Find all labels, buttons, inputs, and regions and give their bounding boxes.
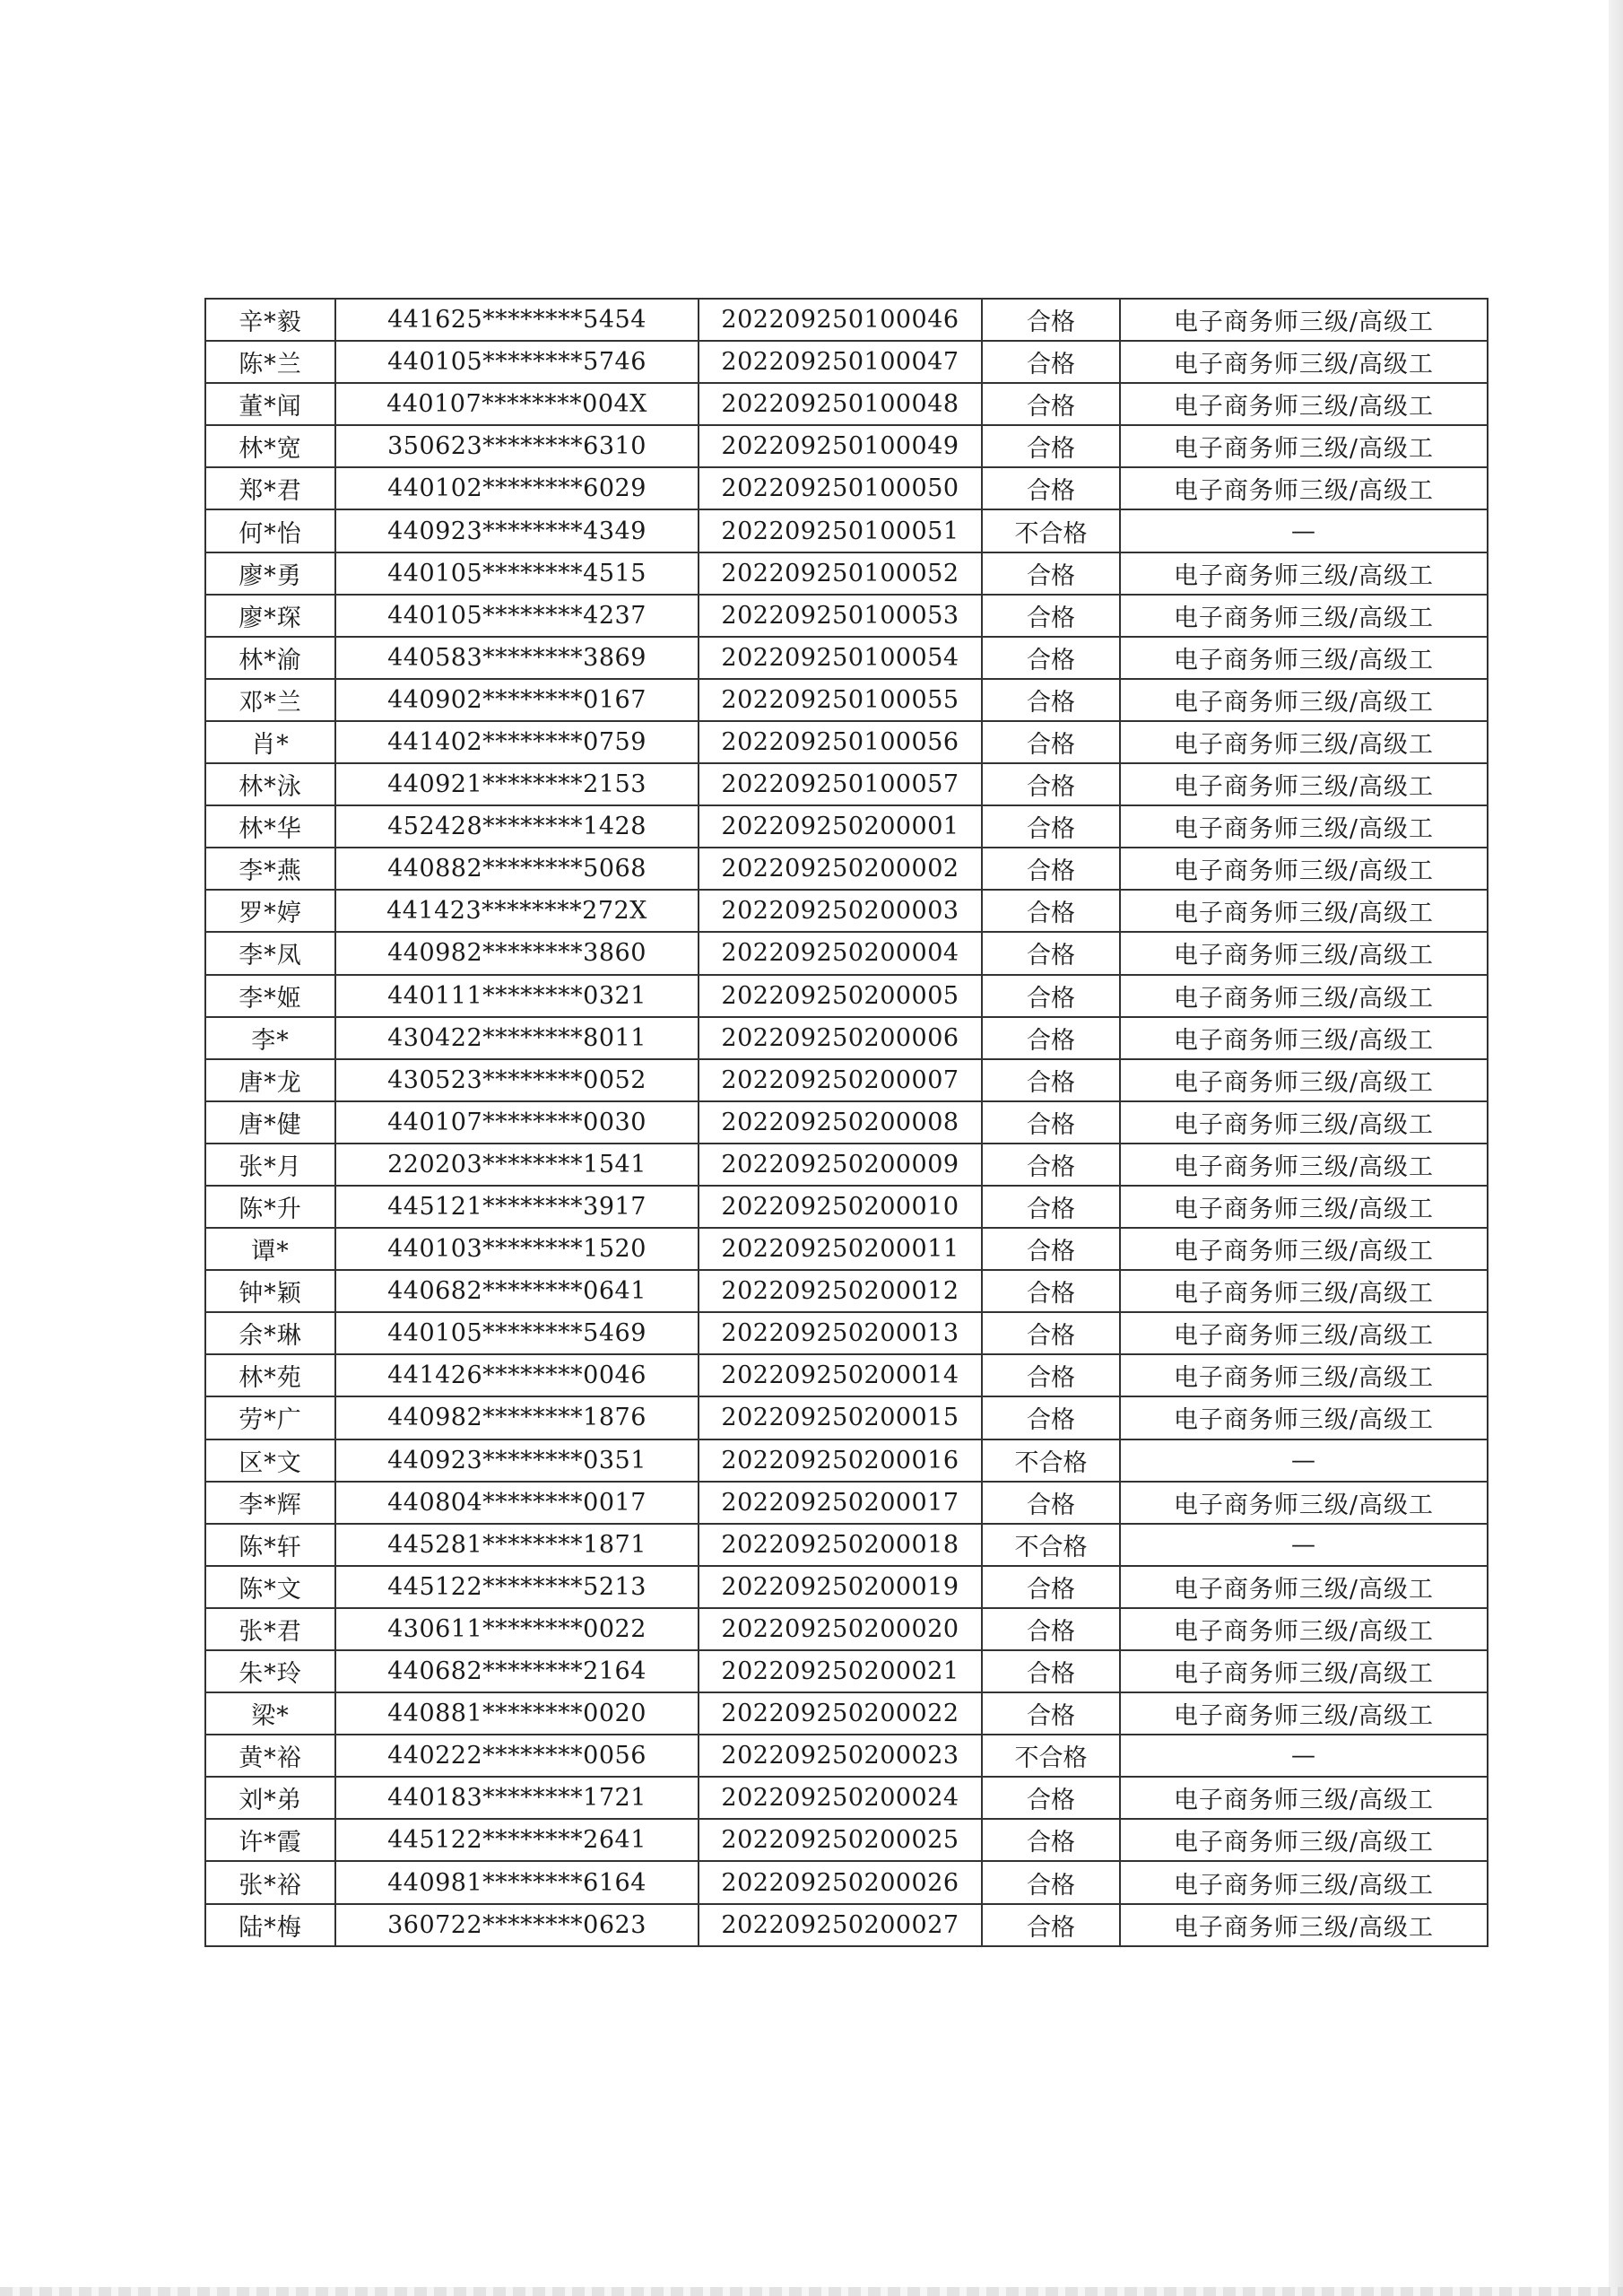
candidate-name: 肖* xyxy=(205,721,335,763)
exam-result: 合格 xyxy=(982,595,1120,637)
exam-result: 合格 xyxy=(982,1186,1120,1228)
certificate-number: 202209250200013 xyxy=(699,1312,982,1354)
exam-result: 合格 xyxy=(982,890,1120,932)
table-row xyxy=(205,1735,1488,1777)
candidate-name: 钟*颖 xyxy=(205,1270,335,1312)
id-number: 440222********0056 xyxy=(335,1735,699,1777)
qualification-level: 电子商务师三级/高级工 xyxy=(1120,1777,1488,1819)
qualification-level: 电子商务师三级/高级工 xyxy=(1120,1650,1488,1692)
qualification-level: 电子商务师三级/高级工 xyxy=(1120,679,1488,721)
exam-result: 合格 xyxy=(982,721,1120,763)
qualification-level: 电子商务师三级/高级工 xyxy=(1120,763,1488,805)
id-number: 440981********6164 xyxy=(335,1861,699,1903)
certificate-number: 202209250100054 xyxy=(699,637,982,679)
table-row xyxy=(205,299,1488,341)
certificate-number: 202209250200025 xyxy=(699,1819,982,1861)
id-number: 360722********0623 xyxy=(335,1904,699,1946)
id-number: 440982********1876 xyxy=(335,1396,699,1439)
id-number: 440105********5469 xyxy=(335,1312,699,1354)
exam-result: 合格 xyxy=(982,552,1120,595)
certificate-number: 202209250200015 xyxy=(699,1396,982,1439)
exam-result: 合格 xyxy=(982,932,1120,974)
table-row xyxy=(205,975,1488,1017)
id-number: 440583********3869 xyxy=(335,637,699,679)
certificate-number: 202209250200016 xyxy=(699,1439,982,1482)
certificate-number: 202209250100046 xyxy=(699,299,982,341)
candidate-name: 林*泳 xyxy=(205,763,335,805)
qualification-level: 电子商务师三级/高级工 xyxy=(1120,299,1488,341)
candidate-name: 李*姬 xyxy=(205,975,335,1017)
id-number: 440111********0321 xyxy=(335,975,699,1017)
certificate-number: 202209250200027 xyxy=(699,1904,982,1946)
candidate-name: 刘*弟 xyxy=(205,1777,335,1819)
candidate-name: 林*苑 xyxy=(205,1354,335,1396)
table-row xyxy=(205,1312,1488,1354)
table-row xyxy=(205,805,1488,848)
table-row xyxy=(205,1482,1488,1524)
exam-result: 合格 xyxy=(982,383,1120,425)
results-table-body xyxy=(205,299,1488,1946)
candidate-name: 董*闻 xyxy=(205,383,335,425)
exam-result: 合格 xyxy=(982,1904,1120,1946)
candidate-name: 张*裕 xyxy=(205,1861,335,1903)
qualification-level: — xyxy=(1120,1524,1488,1566)
table-row xyxy=(205,1059,1488,1101)
id-number: 441423********272X xyxy=(335,890,699,932)
id-number: 440921********2153 xyxy=(335,763,699,805)
certificate-number: 202209250100047 xyxy=(699,341,982,383)
id-number: 350623********6310 xyxy=(335,425,699,467)
certificate-number: 202209250200014 xyxy=(699,1354,982,1396)
table-row xyxy=(205,509,1488,552)
certificate-number: 202209250200004 xyxy=(699,932,982,974)
qualification-level: 电子商务师三级/高级工 xyxy=(1120,1186,1488,1228)
candidate-name: 区*文 xyxy=(205,1439,335,1482)
table-row xyxy=(205,552,1488,595)
exam-result: 不合格 xyxy=(982,509,1120,552)
certificate-number: 202209250100055 xyxy=(699,679,982,721)
id-number: 445122********5213 xyxy=(335,1566,699,1608)
id-number: 440105********5746 xyxy=(335,341,699,383)
table-row xyxy=(205,1566,1488,1608)
certificate-number: 202209250200005 xyxy=(699,975,982,1017)
exam-result: 合格 xyxy=(982,1017,1120,1059)
qualification-level: 电子商务师三级/高级工 xyxy=(1120,1608,1488,1650)
exam-result: 合格 xyxy=(982,1650,1120,1692)
exam-result: 合格 xyxy=(982,1312,1120,1354)
certificate-number: 202209250200022 xyxy=(699,1692,982,1735)
candidate-name: 何*怡 xyxy=(205,509,335,552)
table-row xyxy=(205,1186,1488,1228)
qualification-level: 电子商务师三级/高级工 xyxy=(1120,1312,1488,1354)
exam-result: 合格 xyxy=(982,1861,1120,1903)
id-number: 441426********0046 xyxy=(335,1354,699,1396)
certificate-number: 202209250200026 xyxy=(699,1861,982,1903)
qualification-level: 电子商务师三级/高级工 xyxy=(1120,1059,1488,1101)
id-number: 440902********0167 xyxy=(335,679,699,721)
table-row xyxy=(205,1354,1488,1396)
qualification-level: 电子商务师三级/高级工 xyxy=(1120,1482,1488,1524)
table-row xyxy=(205,595,1488,637)
table-row xyxy=(205,1861,1488,1903)
table-row xyxy=(205,1650,1488,1692)
certificate-number: 202209250200008 xyxy=(699,1101,982,1144)
table-row xyxy=(205,1144,1488,1186)
table-row xyxy=(205,341,1488,383)
exam-result: 合格 xyxy=(982,1819,1120,1861)
certificate-number: 202209250200021 xyxy=(699,1650,982,1692)
candidate-name: 李*凤 xyxy=(205,932,335,974)
certificate-number: 202209250200006 xyxy=(699,1017,982,1059)
candidate-name: 唐*龙 xyxy=(205,1059,335,1101)
qualification-level: 电子商务师三级/高级工 xyxy=(1120,1228,1488,1270)
qualification-level: 电子商务师三级/高级工 xyxy=(1120,1861,1488,1903)
id-number: 445122********2641 xyxy=(335,1819,699,1861)
id-number: 440881********0020 xyxy=(335,1692,699,1735)
exam-result: 合格 xyxy=(982,679,1120,721)
qualification-level: 电子商务师三级/高级工 xyxy=(1120,425,1488,467)
exam-result: 合格 xyxy=(982,848,1120,890)
certificate-number: 202209250200007 xyxy=(699,1059,982,1101)
qualification-level: 电子商务师三级/高级工 xyxy=(1120,1692,1488,1735)
certificate-number: 202209250200002 xyxy=(699,848,982,890)
exam-result: 合格 xyxy=(982,1608,1120,1650)
candidate-name: 林*渝 xyxy=(205,637,335,679)
id-number: 452428********1428 xyxy=(335,805,699,848)
certificate-number: 202209250100057 xyxy=(699,763,982,805)
table-row xyxy=(205,1439,1488,1482)
qualification-level: — xyxy=(1120,1439,1488,1482)
exam-result: 合格 xyxy=(982,425,1120,467)
certificate-number: 202209250200012 xyxy=(699,1270,982,1312)
candidate-name: 谭* xyxy=(205,1228,335,1270)
certificate-number: 202209250200010 xyxy=(699,1186,982,1228)
certificate-number: 202209250100056 xyxy=(699,721,982,763)
table-row xyxy=(205,932,1488,974)
table-row xyxy=(205,1777,1488,1819)
id-number: 445281********1871 xyxy=(335,1524,699,1566)
exam-result: 合格 xyxy=(982,1144,1120,1186)
candidate-name: 林*宽 xyxy=(205,425,335,467)
id-number: 440105********4237 xyxy=(335,595,699,637)
results-table xyxy=(204,298,1488,1947)
qualification-level: 电子商务师三级/高级工 xyxy=(1120,932,1488,974)
qualification-level: 电子商务师三级/高级工 xyxy=(1120,848,1488,890)
table-row xyxy=(205,848,1488,890)
exam-result: 合格 xyxy=(982,1777,1120,1819)
id-number: 430523********0052 xyxy=(335,1059,699,1101)
exam-result: 不合格 xyxy=(982,1735,1120,1777)
id-number: 440183********1721 xyxy=(335,1777,699,1819)
table-row xyxy=(205,763,1488,805)
qualification-level: 电子商务师三级/高级工 xyxy=(1120,975,1488,1017)
candidate-name: 李*燕 xyxy=(205,848,335,890)
candidate-name: 廖*琛 xyxy=(205,595,335,637)
qualification-level: 电子商务师三级/高级工 xyxy=(1120,1354,1488,1396)
candidate-name: 许*霞 xyxy=(205,1819,335,1861)
candidate-name: 梁* xyxy=(205,1692,335,1735)
qualification-level: 电子商务师三级/高级工 xyxy=(1120,890,1488,932)
certificate-number: 202209250200003 xyxy=(699,890,982,932)
table-row xyxy=(205,1017,1488,1059)
id-number: 440682********2164 xyxy=(335,1650,699,1692)
table-row xyxy=(205,1524,1488,1566)
candidate-name: 辛*毅 xyxy=(205,299,335,341)
scan-bottom-edge xyxy=(0,2287,1623,2296)
table-row xyxy=(205,637,1488,679)
exam-result: 合格 xyxy=(982,1228,1120,1270)
qualification-level: 电子商务师三级/高级工 xyxy=(1120,1101,1488,1144)
id-number: 441402********0759 xyxy=(335,721,699,763)
table-row xyxy=(205,1228,1488,1270)
exam-result: 合格 xyxy=(982,763,1120,805)
exam-result: 合格 xyxy=(982,1059,1120,1101)
id-number: 441625********5454 xyxy=(335,299,699,341)
candidate-name: 黄*裕 xyxy=(205,1735,335,1777)
table-row xyxy=(205,1819,1488,1861)
candidate-name: 廖*勇 xyxy=(205,552,335,595)
id-number: 430611********0022 xyxy=(335,1608,699,1650)
table-row xyxy=(205,1101,1488,1144)
id-number: 440682********0641 xyxy=(335,1270,699,1312)
table-row xyxy=(205,1608,1488,1650)
id-number: 440105********4515 xyxy=(335,552,699,595)
qualification-level: 电子商务师三级/高级工 xyxy=(1120,805,1488,848)
candidate-name: 陆*梅 xyxy=(205,1904,335,1946)
candidate-name: 李* xyxy=(205,1017,335,1059)
exam-result: 合格 xyxy=(982,805,1120,848)
id-number: 440103********1520 xyxy=(335,1228,699,1270)
id-number: 220203********1541 xyxy=(335,1144,699,1186)
id-number: 430422********8011 xyxy=(335,1017,699,1059)
qualification-level: 电子商务师三级/高级工 xyxy=(1120,637,1488,679)
qualification-level: 电子商务师三级/高级工 xyxy=(1120,1270,1488,1312)
id-number: 440107********0030 xyxy=(335,1101,699,1144)
qualification-level: — xyxy=(1120,1735,1488,1777)
table-row xyxy=(205,679,1488,721)
certificate-number: 202209250200020 xyxy=(699,1608,982,1650)
table-row xyxy=(205,1904,1488,1946)
candidate-name: 唐*健 xyxy=(205,1101,335,1144)
table-row xyxy=(205,890,1488,932)
candidate-name: 邓*兰 xyxy=(205,679,335,721)
certificate-number: 202209250100052 xyxy=(699,552,982,595)
id-number: 445121********3917 xyxy=(335,1186,699,1228)
exam-result: 合格 xyxy=(982,1566,1120,1608)
qualification-level: 电子商务师三级/高级工 xyxy=(1120,1144,1488,1186)
certificate-number: 202209250100053 xyxy=(699,595,982,637)
certificate-number: 202209250200019 xyxy=(699,1566,982,1608)
id-number: 440804********0017 xyxy=(335,1482,699,1524)
exam-result: 合格 xyxy=(982,1692,1120,1735)
id-number: 440882********5068 xyxy=(335,848,699,890)
table-row xyxy=(205,1396,1488,1439)
id-number: 440102********6029 xyxy=(335,467,699,509)
candidate-name: 张*君 xyxy=(205,1608,335,1650)
exam-result: 合格 xyxy=(982,1482,1120,1524)
certificate-number: 202209250200024 xyxy=(699,1777,982,1819)
exam-result: 合格 xyxy=(982,299,1120,341)
table-row xyxy=(205,425,1488,467)
id-number: 440107********004X xyxy=(335,383,699,425)
exam-result: 合格 xyxy=(982,1101,1120,1144)
candidate-name: 陈*轩 xyxy=(205,1524,335,1566)
certificate-number: 202209250200017 xyxy=(699,1482,982,1524)
certificate-number: 202209250100050 xyxy=(699,467,982,509)
exam-result: 合格 xyxy=(982,1396,1120,1439)
candidate-name: 陈*兰 xyxy=(205,341,335,383)
candidate-name: 张*月 xyxy=(205,1144,335,1186)
scan-page-edge xyxy=(1609,0,1623,2296)
qualification-level: 电子商务师三级/高级工 xyxy=(1120,1904,1488,1946)
qualification-level: — xyxy=(1120,509,1488,552)
qualification-level: 电子商务师三级/高级工 xyxy=(1120,1017,1488,1059)
candidate-name: 陈*升 xyxy=(205,1186,335,1228)
qualification-level: 电子商务师三级/高级工 xyxy=(1120,383,1488,425)
table-row xyxy=(205,1270,1488,1312)
qualification-level: 电子商务师三级/高级工 xyxy=(1120,1566,1488,1608)
qualification-level: 电子商务师三级/高级工 xyxy=(1120,1396,1488,1439)
candidate-name: 林*华 xyxy=(205,805,335,848)
exam-result: 不合格 xyxy=(982,1439,1120,1482)
qualification-level: 电子商务师三级/高级工 xyxy=(1120,721,1488,763)
qualification-level: 电子商务师三级/高级工 xyxy=(1120,1819,1488,1861)
qualification-level: 电子商务师三级/高级工 xyxy=(1120,341,1488,383)
certificate-number: 202209250200001 xyxy=(699,805,982,848)
certificate-number: 202209250200011 xyxy=(699,1228,982,1270)
candidate-name: 余*琳 xyxy=(205,1312,335,1354)
table-row xyxy=(205,467,1488,509)
candidate-name: 陈*文 xyxy=(205,1566,335,1608)
certificate-number: 202209250200009 xyxy=(699,1144,982,1186)
exam-result: 合格 xyxy=(982,341,1120,383)
certificate-number: 202209250100048 xyxy=(699,383,982,425)
certificate-number: 202209250200023 xyxy=(699,1735,982,1777)
id-number: 440923********0351 xyxy=(335,1439,699,1482)
candidate-name: 劳*广 xyxy=(205,1396,335,1439)
candidate-name: 朱*玲 xyxy=(205,1650,335,1692)
id-number: 440982********3860 xyxy=(335,932,699,974)
certificate-number: 202209250100051 xyxy=(699,509,982,552)
certificate-number: 202209250100049 xyxy=(699,425,982,467)
qualification-level: 电子商务师三级/高级工 xyxy=(1120,552,1488,595)
qualification-level: 电子商务师三级/高级工 xyxy=(1120,467,1488,509)
candidate-name: 李*辉 xyxy=(205,1482,335,1524)
exam-result: 不合格 xyxy=(982,1524,1120,1566)
table-row xyxy=(205,1692,1488,1735)
exam-result: 合格 xyxy=(982,975,1120,1017)
exam-result: 合格 xyxy=(982,1354,1120,1396)
exam-result: 合格 xyxy=(982,637,1120,679)
id-number: 440923********4349 xyxy=(335,509,699,552)
candidate-name: 罗*婷 xyxy=(205,890,335,932)
certificate-number: 202209250200018 xyxy=(699,1524,982,1566)
table-row xyxy=(205,721,1488,763)
table-row xyxy=(205,383,1488,425)
qualification-level: 电子商务师三级/高级工 xyxy=(1120,595,1488,637)
candidate-name: 郑*君 xyxy=(205,467,335,509)
exam-result: 合格 xyxy=(982,1270,1120,1312)
exam-result: 合格 xyxy=(982,467,1120,509)
